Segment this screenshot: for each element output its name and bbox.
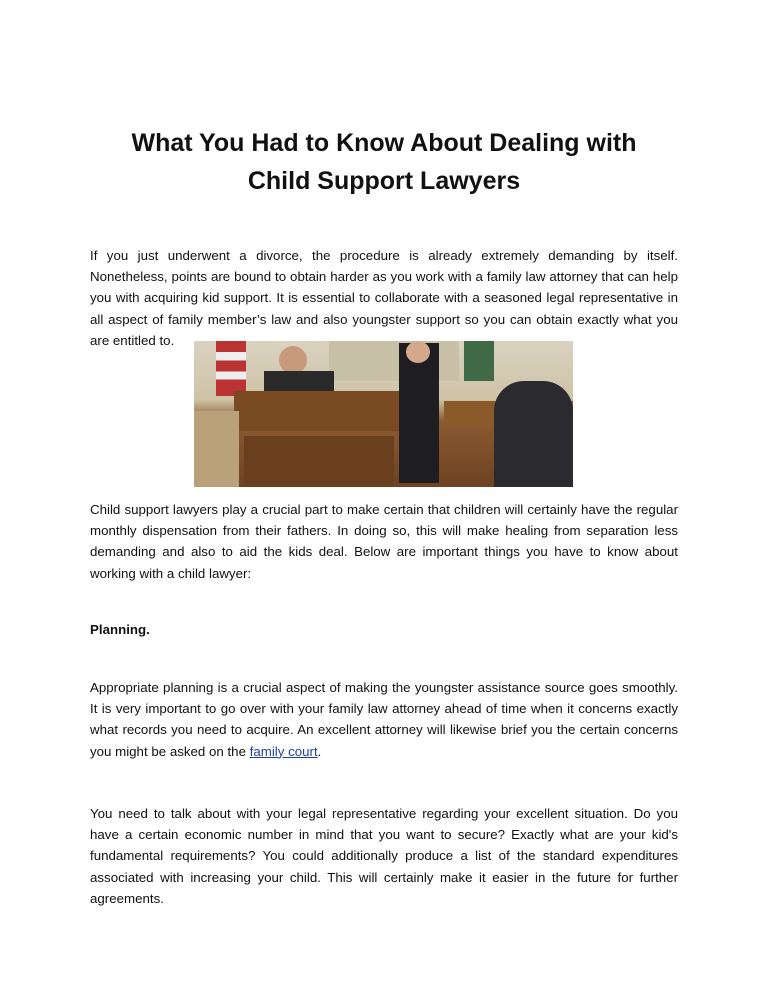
attorney-head <box>406 341 430 363</box>
paragraph-planning <box>90 677 678 762</box>
papers-stack <box>194 411 239 487</box>
paragraph-planning-end: . <box>317 743 322 759</box>
paragraph-planning-text: Appropriate planning is a crucial aspect of making the youngster assistance source goes smoothly. It is very important to go over with your family law attorney ahead of time when it concerns exactly what records you need to acquire. An excellent attorney will likewise brief you the certain concerns you might be asked on the <box>90 680 678 759</box>
seated-person <box>494 381 573 487</box>
title-line-2: Child Support Lawyers <box>247 167 521 195</box>
document-title <box>80 124 688 200</box>
paragraph-intro: If you just underwent a divorce, the procedure is already extremely demanding by itself. Nonetheless, points are bound to obtain harder as you work with a family law attorney that can help you with acquiring kid support. It is essential to collaborate with a seasoned legal representative in all aspect of family member’s law and also youngster support so you can obtain exactly what you are entitled to. <box>90 248 678 348</box>
family-court-link[interactable]: family court <box>249 743 318 759</box>
heading-planning: Planning. <box>90 622 150 637</box>
courtroom-photo <box>194 341 573 487</box>
title-line-1: What You Had to Know About Dealing with <box>131 129 637 157</box>
judge <box>279 346 307 374</box>
front-rail <box>244 436 394 487</box>
paragraph-situation: You need to talk about with your legal representative regarding your excellent situation. Do you have a certain economic number in mind that you want to secure? Exactly what are your kid's fundamental requirements? You could additionally produce a list of the standard expenditures associated with increasing your child. This will certainly make it easier in the future for further agreements. <box>90 806 678 906</box>
flag-right <box>464 341 494 381</box>
back-wall <box>329 341 459 381</box>
attorney-standing <box>399 343 439 483</box>
paragraph-child-support: Child support lawyers play a crucial part to make certain that children will certainly have the regular monthly dispensation from their fathers. In doing so, this will make healing from separation less demanding and also to aid the kids deal. Below are important things you have to know about working with a child lawyer: <box>90 502 678 581</box>
flag-left <box>216 341 246 396</box>
